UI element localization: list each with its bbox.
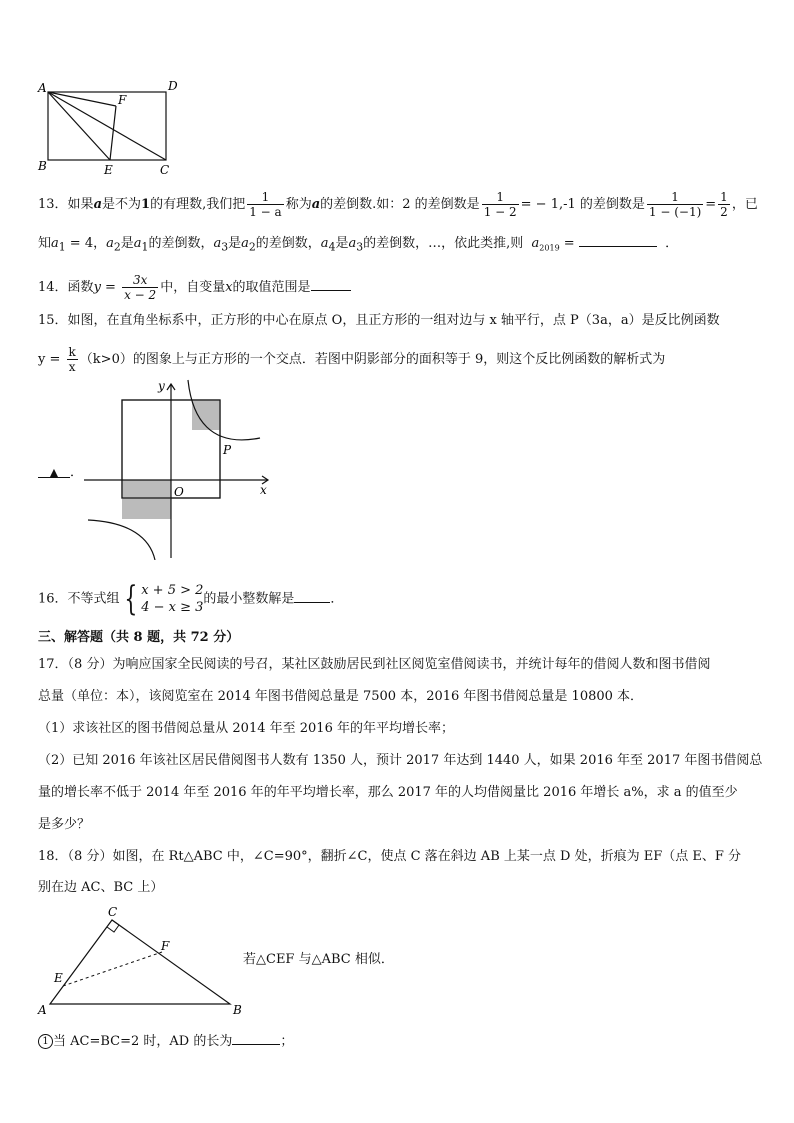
q17-part1: （1）求该社区的图书借阅总量从 2014 年至 2016 年的年平均增长率；	[38, 721, 454, 736]
label-C: C	[108, 905, 118, 919]
label-F: F	[161, 939, 170, 953]
q13-line1: 13．如果a是不为1的有理数,我们把 $\frac{1}{1 - a}$ 称为a的差倒数.如：2 的差倒数是 $\frac{1}{1 - 2}$ = − 1,-1 的差倒数是 $\frac{1}{1 - (-1)}$ = $\frac{1}{2}$ ，已	[38, 190, 758, 219]
section-3-heading: 三、解答题（共 8 题，共 72 分）	[38, 630, 240, 645]
coordinate-figure	[80, 378, 280, 560]
q17-line1: 17．（8 分）为响应国家全民阅读的号召，某社区鼓励居民到社区阅览室借阅读书，并统计每年的借阅人数和图书借阅	[38, 657, 711, 672]
answer-blank-q13	[579, 232, 657, 247]
q18-side-text: 若△CEF 与△ABC 相似．	[243, 952, 394, 967]
q17-part2-line2: 量的增长率不低于 2014 年至 2016 年的年平均增长率，那么 2017 年的人均借阅量比 2016 年增长 a%，求 a 的值至少	[38, 785, 738, 800]
q15-line1: 15．如图，在直角坐标系中，正方形的中心在原点 O，且正方形的一组对边与 x 轴平行，点 P（3a，a）是反比例函数	[38, 313, 720, 328]
label-C: C	[160, 163, 170, 177]
label-D: D	[168, 79, 178, 93]
fraction-1-over-1-minus-a: $\frac{1}{1 - a}$	[249, 190, 282, 219]
q18-line2: 别在边 AC、BC 上）	[38, 880, 164, 895]
q17-part2-line1: （2）已知 2016 年该社区居民借阅图书人数有 1350 人，预计 2017 年达到 1440 人，如果 2016 年至 2017 年图书借阅总	[38, 753, 763, 768]
point-label-P: P	[223, 443, 232, 457]
answer-blank-q16	[294, 588, 330, 603]
rectangle-figure	[30, 78, 190, 178]
label-B: B	[38, 159, 47, 173]
label-E: E	[54, 971, 63, 985]
label-B: B	[233, 1003, 242, 1017]
fraction-1-over-1-minus-neg1: $\frac{1}{1 - (-1)}$	[648, 190, 702, 219]
answer-blank-q14	[311, 276, 351, 291]
q18-line1: 18．（8 分）如图，在 Rt△ABC 中，∠C=90°，翻折∠C，使点 C 落在斜边 AB 上某一点 D 处，折痕为 EF（点 E、F 分	[38, 849, 741, 864]
q17-line2: 总量（单位：本），该阅览室在 2014 年图书借阅总量是 7500 本，2016 年图书借阅总量是 10800 本．	[38, 689, 644, 704]
fraction-k-over-x: $\frac{k}{x}$	[68, 345, 76, 374]
q15-line2: y = $\frac{k}{x}$ （k>0）的图象上与正方形的一个交点．若图中阴影部分的面积等于 9，则这个反比例函数的解析式为	[38, 345, 666, 374]
fraction-1-over-1-minus-2: $\frac{1}{1 - 2}$	[483, 190, 517, 219]
label-E: E	[104, 163, 113, 177]
origin-label: O	[174, 485, 184, 499]
label-A: A	[38, 81, 47, 95]
label-F: F	[118, 93, 127, 107]
answer-blank-q18	[232, 1030, 280, 1045]
q16-line: 16．不等式组 { x + 5 > 2 4 − x ≥ 3 的最小整数解是 ．	[38, 579, 344, 619]
q13-line2: 知$a_1 = 4$，$a_2$是$a_1$的差倒数，$a_3$是$a_2$的差倒数，$a_4$是$a_3$的差倒数，…，依此类推,则 $a_{2019}$ = ．	[38, 232, 764, 259]
label-A: A	[38, 1003, 47, 1017]
axis-label-y: y	[158, 379, 165, 393]
triangle-figure	[30, 902, 260, 1020]
q14-line: 14．函数y = $\frac{3x}{x - 2}$ 中，自变量x的取值范围是	[38, 273, 764, 302]
q17-part2-line3: 是多少？	[38, 817, 91, 832]
q18-part1: 1 当 AC=BC=2 时，AD 的长为 ；	[38, 1030, 764, 1052]
axis-label-x: x	[260, 483, 267, 497]
fraction-3x-over-x-minus-2: $\frac{3x}{x - 2}$	[124, 273, 157, 302]
q15-answer: ▲ ．	[38, 463, 83, 483]
fraction-1-over-2: $\frac{1}{2}$	[720, 190, 728, 219]
circled-number-1: 1	[38, 1034, 53, 1049]
